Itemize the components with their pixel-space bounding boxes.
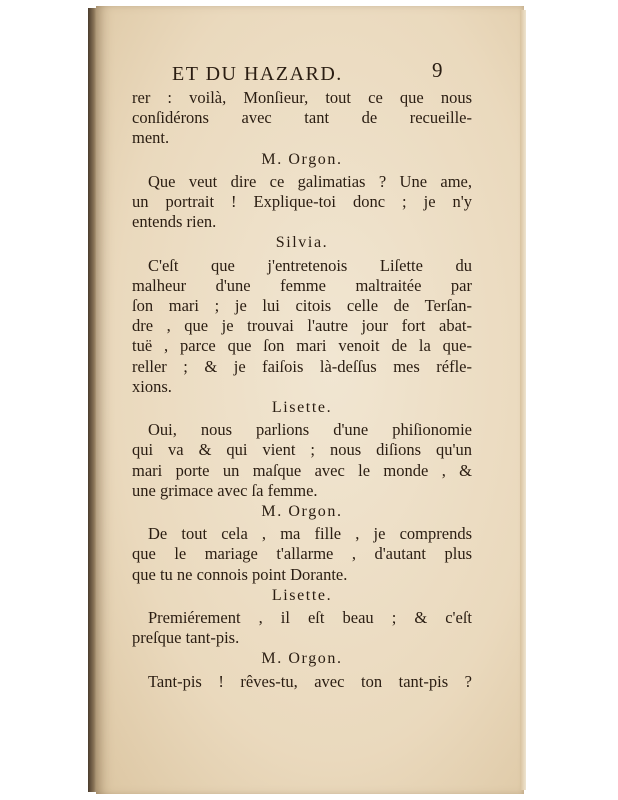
text-line: Tant-pis ! rêves-tu, avec ton tant-pis ? bbox=[148, 671, 472, 691]
speaker-name: Lisette. bbox=[271, 586, 333, 604]
text-line: ſon mari ; je lui citois celle de Terſan- bbox=[132, 296, 472, 316]
text-line: mari porte un maſque avec le monde , & bbox=[132, 460, 472, 480]
text-line: que le mariage t'allarme , d'autant plus bbox=[132, 544, 472, 564]
text-line: une grimace avec ſa femme. bbox=[132, 480, 318, 500]
text-line: conſidérons avec tant de recueille- bbox=[132, 108, 472, 128]
page-text bbox=[132, 58, 472, 692]
page-number: 9 bbox=[432, 58, 444, 82]
text-line: De tout cela , ma fille , je comprends bbox=[148, 524, 472, 544]
text-line: tuë , parce que ſon mari venoit de la que- bbox=[132, 336, 472, 356]
text-line: Que veut dire ce galimatias ? Une ame, bbox=[148, 171, 472, 191]
text-line: Premiérement , il eſt beau ; & c'eſt bbox=[148, 608, 472, 628]
running-head bbox=[132, 58, 472, 88]
speaker-name: M. Orgon. bbox=[261, 503, 343, 521]
text-line: entends rien. bbox=[132, 212, 217, 232]
page-edge bbox=[520, 10, 526, 790]
speaker-name: Lisette. bbox=[271, 399, 333, 417]
text-line: un portrait ! Explique-toi donc ; je n'y bbox=[132, 192, 472, 212]
text-line: C'eſt que j'entretenois Liſette du bbox=[148, 255, 472, 275]
text-line: reller ; & je faiſois là-deſſus mes réfle- bbox=[132, 356, 472, 376]
speaker-name: M. Orgon. bbox=[261, 650, 343, 668]
book-page bbox=[96, 6, 524, 794]
text-line: ment. bbox=[132, 128, 170, 148]
speaker-name: Silvia. bbox=[275, 234, 329, 252]
page-body bbox=[132, 88, 472, 692]
text-line: preſque tant-pis. bbox=[132, 628, 240, 648]
text-line: qui va & qui vient ; nous diſions qu'un bbox=[132, 440, 472, 460]
text-line: que tu ne connois point Dorante. bbox=[132, 564, 348, 584]
text-line: rer : voilà, Monſieur, tout ce que nous bbox=[132, 88, 472, 107]
text-line: dre , que je trouvai l'autre jour fort abat- bbox=[132, 316, 472, 336]
text-line: malheur d'une femme maltraitée par bbox=[132, 275, 472, 295]
text-line: xions. bbox=[132, 376, 172, 396]
text-line: Oui, nous parlions d'une phiſionomie bbox=[148, 420, 472, 440]
running-head-title: ET DU HAZARD. bbox=[172, 63, 343, 85]
speaker-name: M. Orgon. bbox=[261, 150, 343, 168]
